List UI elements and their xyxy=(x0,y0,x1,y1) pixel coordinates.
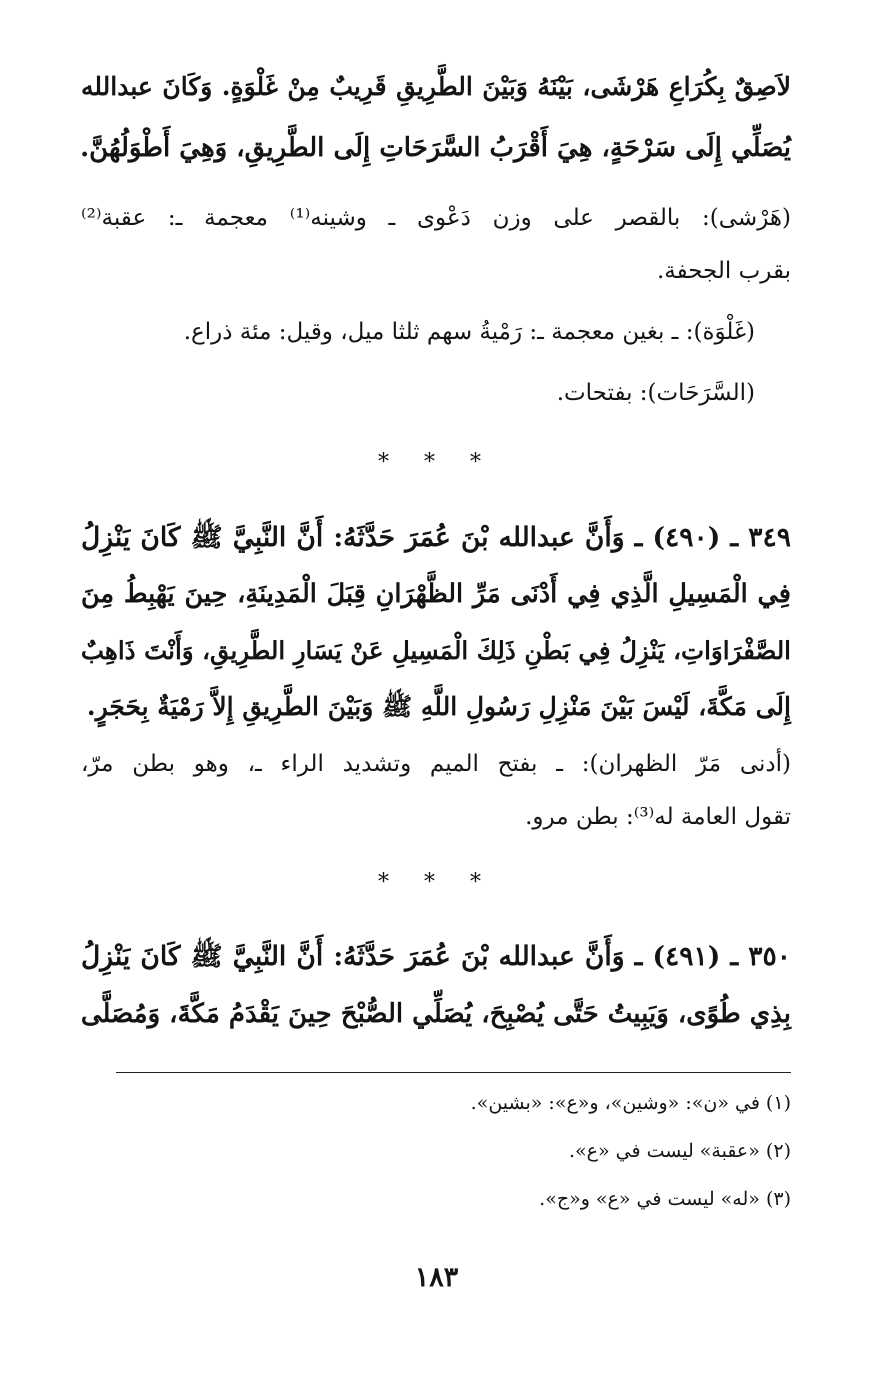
note-harsha-line-1: (هَرْشى): بالقصر على وزن دَعْوى ـ وشينه⁽¹⁾ معجمة ـ: عقبة⁽²⁾ xyxy=(81,205,791,231)
note-harsha-line-2: بقرب الجحفة. xyxy=(656,258,791,284)
hadith-348-line-2: يُصَلِّي إِلَى سَرْحَةٍ، هِيَ أَقْرَبُ السَّرَحَاتِ إِلَى الطَّرِيقِ، وَهِيَ أَطْوَلُهُنَّ. xyxy=(80,133,791,163)
hadith-349-line-2: فِي الْمَسِيلِ الَّذِي فِي أَدْنَى مَرِّ الظَّهْرَانِ قِبَلَ الْمَدِينَةِ، حِينَ يَهْبِطُ مِنَ xyxy=(81,579,791,609)
footnote-3: (٣) «له» ليست في «ع» و«ج». xyxy=(539,1188,791,1210)
hadith-350-line-2: بِذِي طُوًى، وَيَبِيتُ حَتَّى يُصْبِحَ، يُصَلِّي الصُّبْحَ حِينَ يَقْدَمُ مَكَّةَ، وَمُصَلَّى xyxy=(80,999,791,1029)
footnote-1: (١) في «ن»: «وشين»، و«ع»: «بشين». xyxy=(470,1092,791,1114)
note-marr-line-1: (أدنى مَرّ الظهران): ـ بفتح الميم وتشديد الراء ـ، وهو بطن مرّ، xyxy=(81,751,791,777)
note-sarahat: (السَّرَحَات): بفتحات. xyxy=(556,380,755,406)
hadith-349-line-1: ٣٤٩ ـ (٤٩٠) ـ وَأَنَّ عبدالله بْنَ عُمَرَ حَدَّثَهُ: أَنَّ النَّبِيَّ ﷺ كَانَ يَنْزِلُ xyxy=(81,522,791,553)
footnote-2: (٢) «عقبة» ليست في «ع». xyxy=(568,1140,791,1162)
hadith-349-line-3: الصَّفْرَاوَاتِ، يَنْزِلُ فِي بَطْنِ ذَلِكَ الْمَسِيلِ عَنْ يَسَارِ الطَّرِيقِ، وَأَنْتَ ذَاهِبٌ xyxy=(80,636,791,665)
note-ghalwa: (غَلْوَة): ـ بغين معجمة ـ: رَمْيةُ سهم ثلثا ميل، وقيل: مئة ذراع. xyxy=(183,319,755,345)
hadith-350-line-1: ٣٥٠ ـ (٤٩١) ـ وَأَنَّ عبدالله بْنَ عُمَرَ حَدَّثَهُ: أَنَّ النَّبِيَّ ﷺ كَانَ يَنْزِلُ xyxy=(81,941,791,972)
note-marr-line-2: تقول العامة له⁽³⁾: بطن مرو. xyxy=(525,804,791,830)
hadith-348-line-1: لاَصِقٌ بِكُرَاعِ هَرْشَى، بَيْنَهُ وَبَيْنَ الطَّرِيقِ قَرِيبٌ مِنْ غَلْوَةٍ. وَكَانَ عبدالله xyxy=(81,72,791,101)
footnote-divider xyxy=(116,1072,791,1073)
page-number: ١٨٣ xyxy=(414,1262,459,1293)
section-separator: * * * xyxy=(378,870,495,895)
section-separator: * * * xyxy=(378,450,495,475)
hadith-349-line-4: إِلَى مَكَّةَ، لَيْسَ بَيْنَ مَنْزِلِ رَسُولِ اللَّهِ ﷺ وَبَيْنَ الطَّرِيقِ إِلاَّ رَمْيَةٌ بِحَجَرٍ. xyxy=(86,692,791,721)
